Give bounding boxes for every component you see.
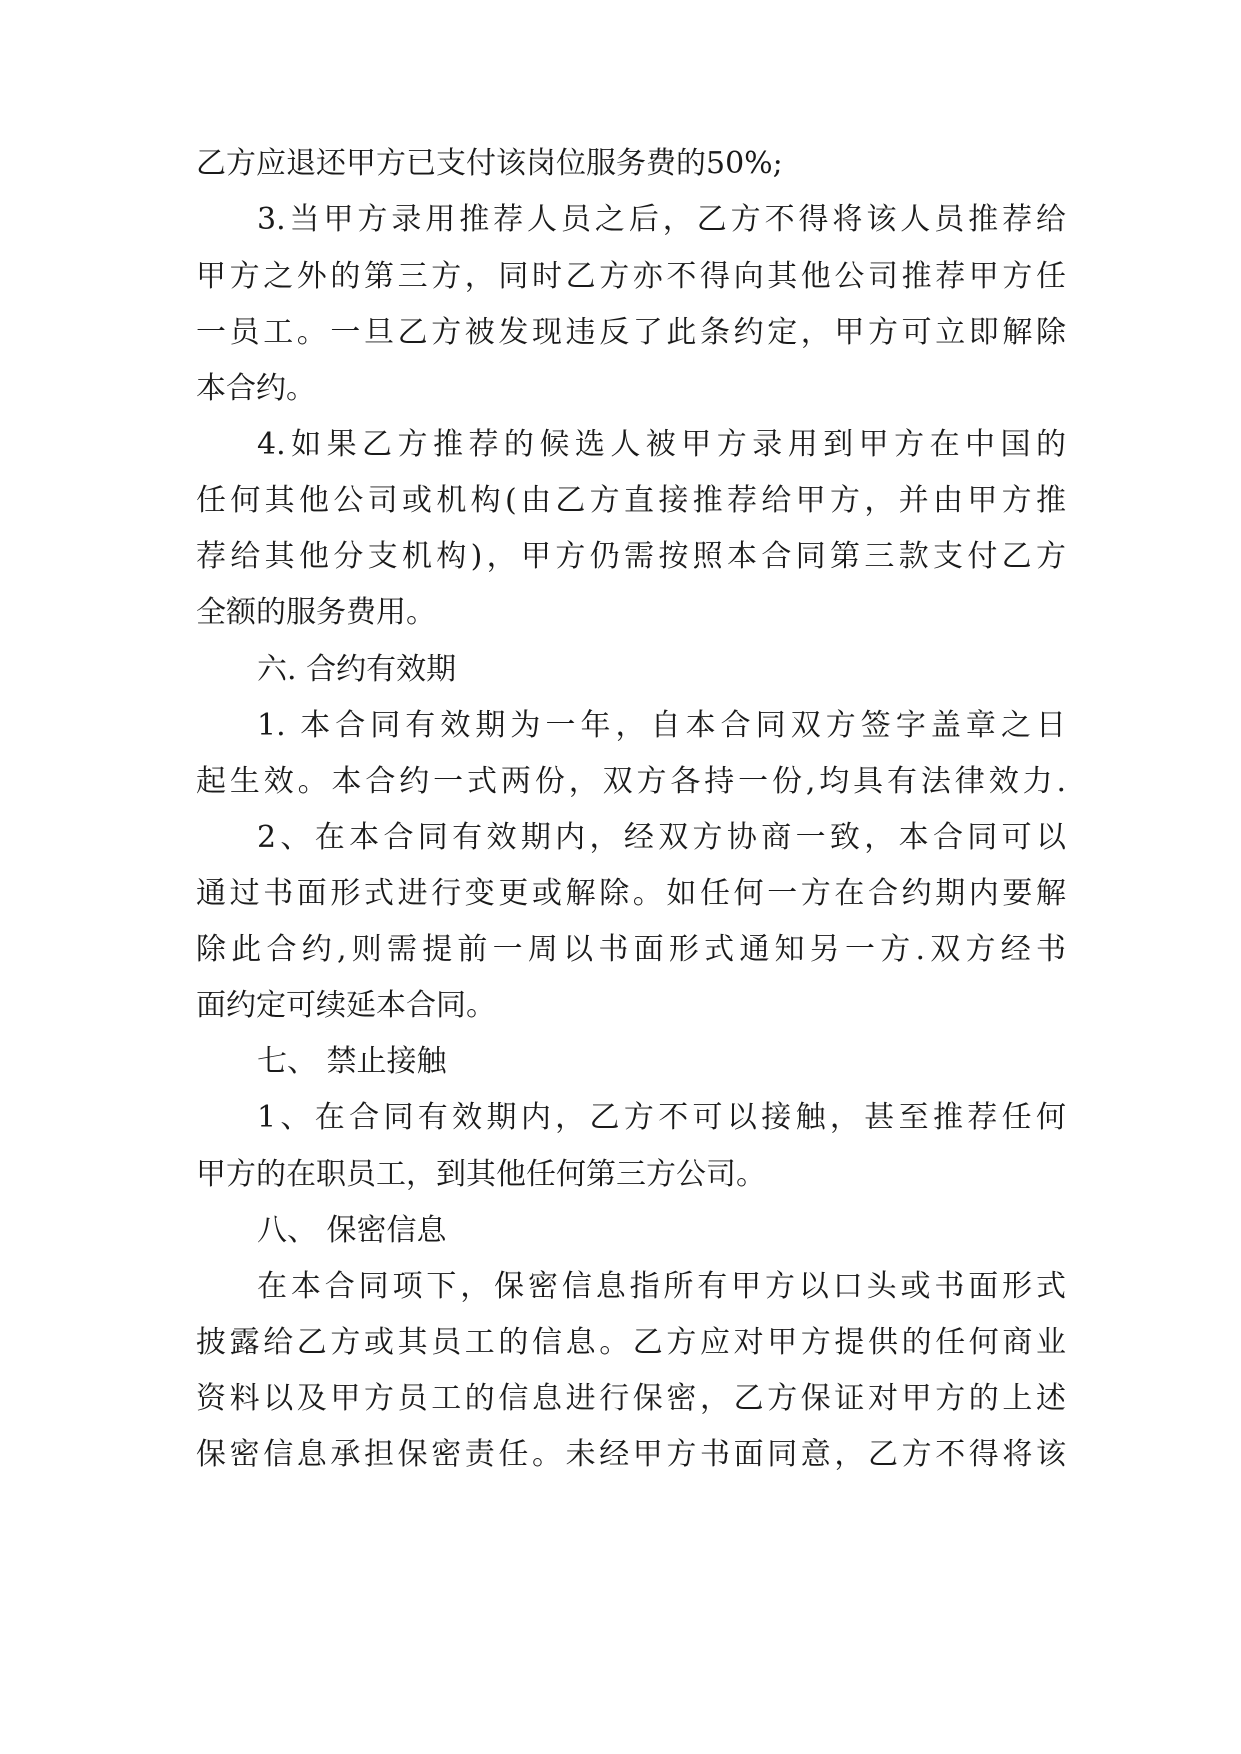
text-line: 任何其他公司或机构(由乙方直接推荐给甲方，并由甲方推 bbox=[196, 483, 1066, 518]
text-line: 资料以及甲方员工的信息进行保密，乙方保证对甲方的上述 bbox=[196, 1381, 1066, 1416]
text-line: 通过书面形式进行变更或解除。如任何一方在合约期内要解 bbox=[196, 876, 1066, 911]
text-line: 全额的服务费用。 bbox=[196, 595, 436, 630]
text-line: 2、在本合同有效期内，经双方协商一致，本合同可以 bbox=[257, 820, 1066, 855]
section-heading: 六. 合约有效期 bbox=[257, 652, 457, 687]
text-line: 4.如果乙方推荐的候选人被甲方录用到甲方在中国的 bbox=[257, 427, 1066, 462]
text-line: 一员工。一旦乙方被发现违反了此条约定，甲方可立即解除 bbox=[196, 315, 1066, 350]
text-line: 1. 本合同有效期为一年，自本合同双方签字盖章之日 bbox=[257, 708, 1066, 743]
text-line: 除此合约,则需提前一周以书面形式通知另一方.双方经书 bbox=[196, 932, 1066, 967]
text-line: 乙方应退还甲方已支付该岗位服务费的50%; bbox=[196, 146, 783, 181]
section-heading: 七、 禁止接触 bbox=[257, 1044, 447, 1079]
text-line: 1、在合同有效期内，乙方不可以接触，甚至推荐任何 bbox=[257, 1100, 1066, 1135]
text-line: 披露给乙方或其员工的信息。乙方应对甲方提供的任何商业 bbox=[196, 1325, 1066, 1360]
text-line: 本合约。 bbox=[196, 371, 316, 406]
text-line: 荐给其他分支机构)，甲方仍需按照本合同第三款支付乙方 bbox=[196, 539, 1066, 574]
text-line: 3.当甲方录用推荐人员之后，乙方不得将该人员推荐给 bbox=[257, 202, 1066, 237]
section-heading: 八、 保密信息 bbox=[257, 1213, 447, 1248]
text-line: 保密信息承担保密责任。未经甲方书面同意，乙方不得将该 bbox=[196, 1437, 1066, 1472]
text-line: 甲方的在职员工，到其他任何第三方公司。 bbox=[196, 1157, 766, 1192]
text-line: 甲方之外的第三方，同时乙方亦不得向其他公司推荐甲方任 bbox=[196, 259, 1066, 294]
text-line: 面约定可续延本合同。 bbox=[196, 988, 496, 1023]
text-line: 在本合同项下，保密信息指所有甲方以口头或书面形式 bbox=[257, 1269, 1066, 1304]
text-line: 起生效。本合约一式两份，双方各持一份,均具有法律效力. bbox=[196, 764, 1066, 799]
